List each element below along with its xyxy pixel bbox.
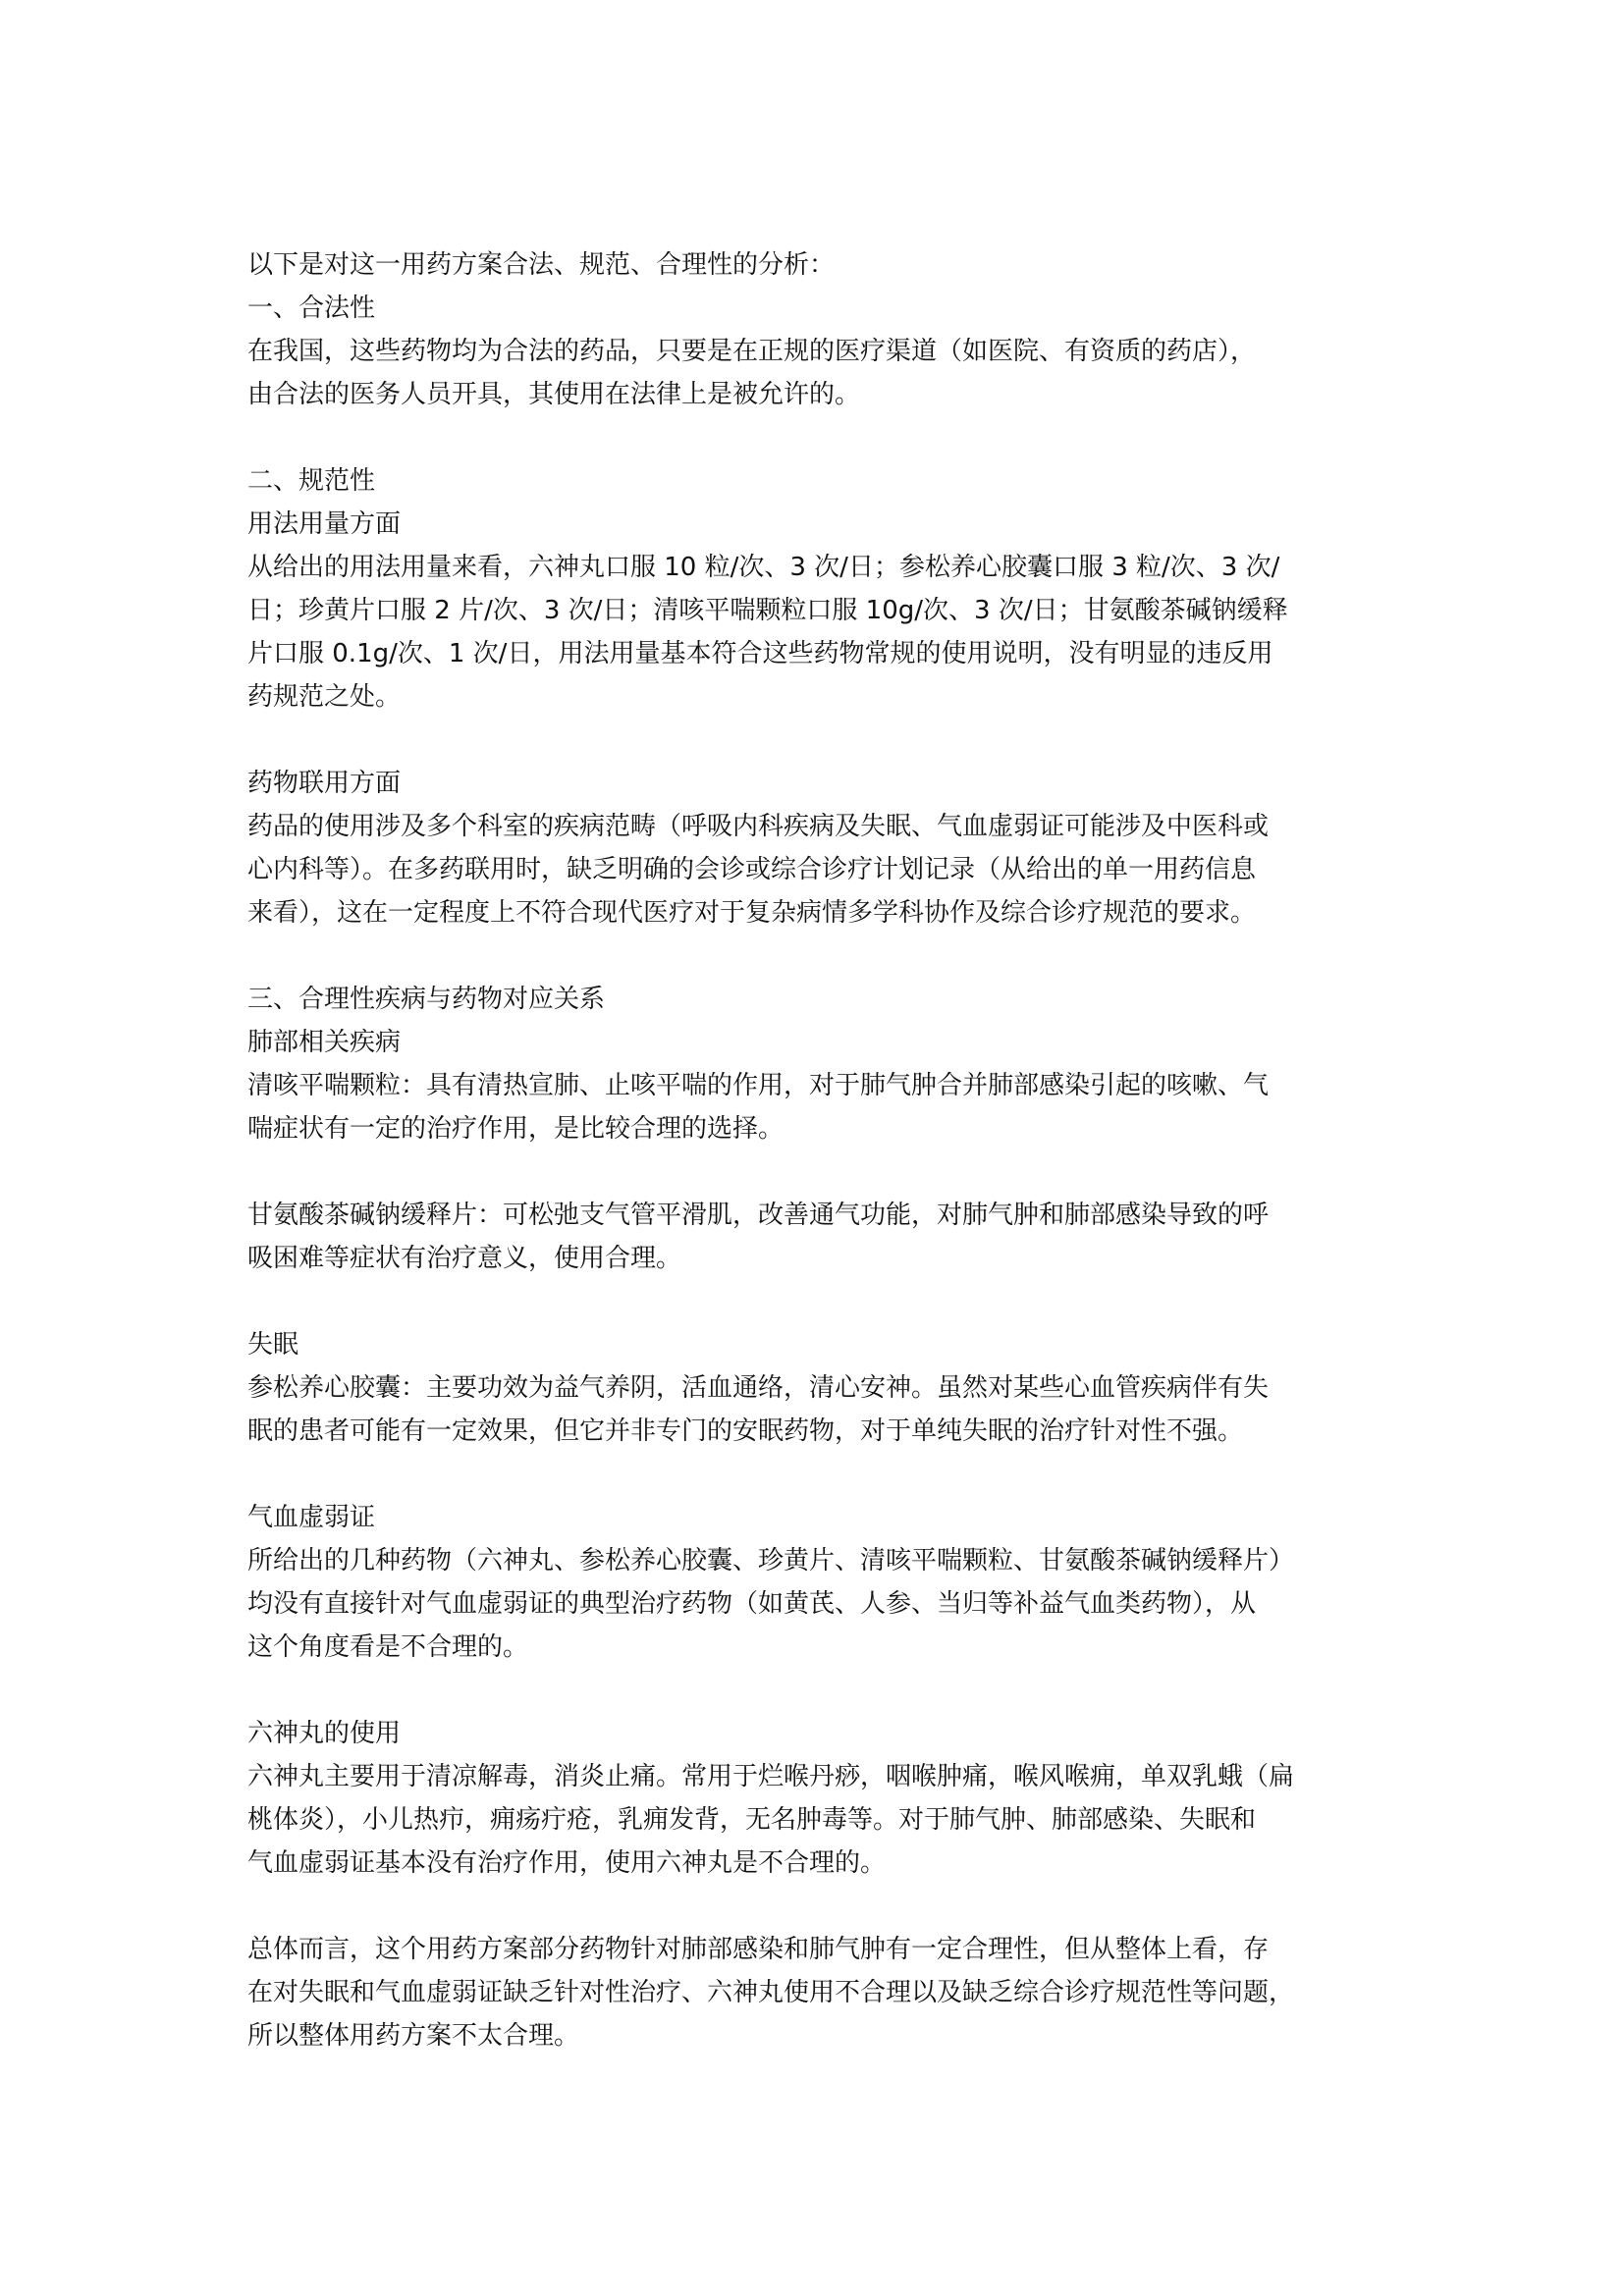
section-heading-standardization: 二、规范性 bbox=[247, 466, 376, 496]
subsection-title-dosage: 用法用量方面 bbox=[247, 509, 402, 539]
section-heading-legality: 一、合法性 bbox=[247, 294, 376, 323]
spacer bbox=[247, 416, 1394, 459]
conclusion-line-3: 所以整体用药方案不太合理。 bbox=[247, 2021, 580, 2051]
qi-blood-line-1: 所给出的几种药物（六神丸、参松养心胶囊、珍黄片、清咳平喘颗粒、甘氨酸茶碱钠缓释片） bbox=[247, 1546, 1295, 1575]
dosage-line-4: 药规范之处。 bbox=[247, 682, 402, 712]
insomnia-line-2: 眠的患者可能有一定效果，但它并非专门的安眠药物，对于单纯失眠的治疗针对性不强。 bbox=[247, 1416, 1244, 1446]
subsection-title-insomnia: 失眠 bbox=[247, 1330, 299, 1360]
conclusion-line-1: 总体而言，这个用药方案部分药物针对肺部感染和肺气肿有一定合理性，但从整体上看，存 bbox=[247, 1935, 1270, 1964]
liushen-line-3: 气血虚弱证基本没有治疗作用，使用六神丸是不合理的。 bbox=[247, 1848, 887, 1878]
legality-line-1: 在我国，这些药物均为合法的药品，只要是在正规的医疗渠道（如医院、有资质的药店）， bbox=[247, 337, 1257, 366]
liushen-line-1: 六神丸主要用于清凉解毒，消炎止痛。常用于烂喉丹痧，咽喉肿痛，喉风喉痈，单双乳蛾（扁 bbox=[247, 1762, 1295, 1791]
qi-blood-line-3: 这个角度看是不合理的。 bbox=[247, 1632, 529, 1662]
spacer bbox=[247, 1150, 1394, 1194]
lung-para2-line-1: 甘氨酸茶碱钠缓释片：可松弛支气管平滑肌，改善通气功能，对肺气肿和肺部感染导致的呼 bbox=[247, 1201, 1270, 1230]
spacer bbox=[247, 1669, 1394, 1712]
subsection-title-qi-blood: 气血虚弱证 bbox=[247, 1503, 376, 1532]
section-heading-rationality: 三、合理性疾病与药物对应关系 bbox=[247, 985, 606, 1014]
combination-line-3: 来看），这在一定程度上不符合现代医疗对于复杂病情多学科协作及综合诊疗规范的要求。 bbox=[247, 898, 1257, 928]
subsection-title-lung: 肺部相关疾病 bbox=[247, 1028, 402, 1057]
intro-line: 以下是对这一用药方案合法、规范、合理性的分析： bbox=[247, 250, 836, 280]
combination-line-1: 药品的使用涉及多个科室的疾病范畴（呼吸内科疾病及失眠、气血虚弱证可能涉及中医科或 bbox=[247, 812, 1270, 841]
conclusion-line-2: 在对失眠和气血虚弱证缺乏针对性治疗、六神丸使用不合理以及缺乏综合诊疗规范性等问题， bbox=[247, 1978, 1295, 2007]
legality-line-2: 由合法的医务人员开具，其使用在法律上是被允许的。 bbox=[247, 380, 861, 409]
dosage-line-2: 日；珍黄片口服 2 片/次、3 次/日；清咳平喘颗粒口服 10g/次、3 次/日；甘氨酸茶碱钠缓释 bbox=[247, 596, 1288, 625]
subsection-title-liushen: 六神丸的使用 bbox=[247, 1719, 402, 1748]
spacer bbox=[247, 719, 1394, 762]
document-page bbox=[247, 243, 1394, 2057]
qi-blood-line-2: 均没有直接针对气血虚弱证的典型治疗药物（如黄芪、人参、当归等补益气血类药物），从 bbox=[247, 1589, 1257, 1619]
insomnia-line-1: 参松养心胶囊：主要功效为益气养阴，活血通络，清心安神。虽然对某些心血管疾病伴有失 bbox=[247, 1373, 1270, 1403]
lung-para1-line-1: 清咳平喘颗粒：具有清热宣肺、止咳平喘的作用，对于肺气肿合并肺部感染引起的咳嗽、气 bbox=[247, 1071, 1270, 1100]
spacer bbox=[247, 1885, 1394, 1928]
liushen-line-2: 桃体炎），小儿热疖，痈疡疔疮，乳痈发背，无名肿毒等。对于肺气肿、肺部感染、失眠和 bbox=[247, 1805, 1257, 1835]
spacer bbox=[247, 1453, 1394, 1496]
lung-para2-line-2: 吸困难等症状有治疗意义，使用合理。 bbox=[247, 1244, 682, 1273]
spacer bbox=[247, 1280, 1394, 1323]
dosage-line-1: 从给出的用法用量来看，六神丸口服 10 粒/次、3 次/日；参松养心胶囊口服 3 粒/次、3 次/ bbox=[247, 553, 1280, 582]
combination-line-2: 心内科等）。在多药联用时，缺乏明确的会诊或综合诊疗计划记录（从给出的单一用药信息 bbox=[247, 855, 1257, 884]
subsection-title-combination: 药物联用方面 bbox=[247, 769, 402, 798]
lung-para1-line-2: 喘症状有一定的治疗作用，是比较合理的选择。 bbox=[247, 1114, 785, 1144]
dosage-line-3: 片口服 0.1g/次、1 次/日，用法用量基本符合这些药物常规的使用说明，没有明显的违反用 bbox=[247, 639, 1273, 668]
spacer bbox=[247, 934, 1394, 978]
